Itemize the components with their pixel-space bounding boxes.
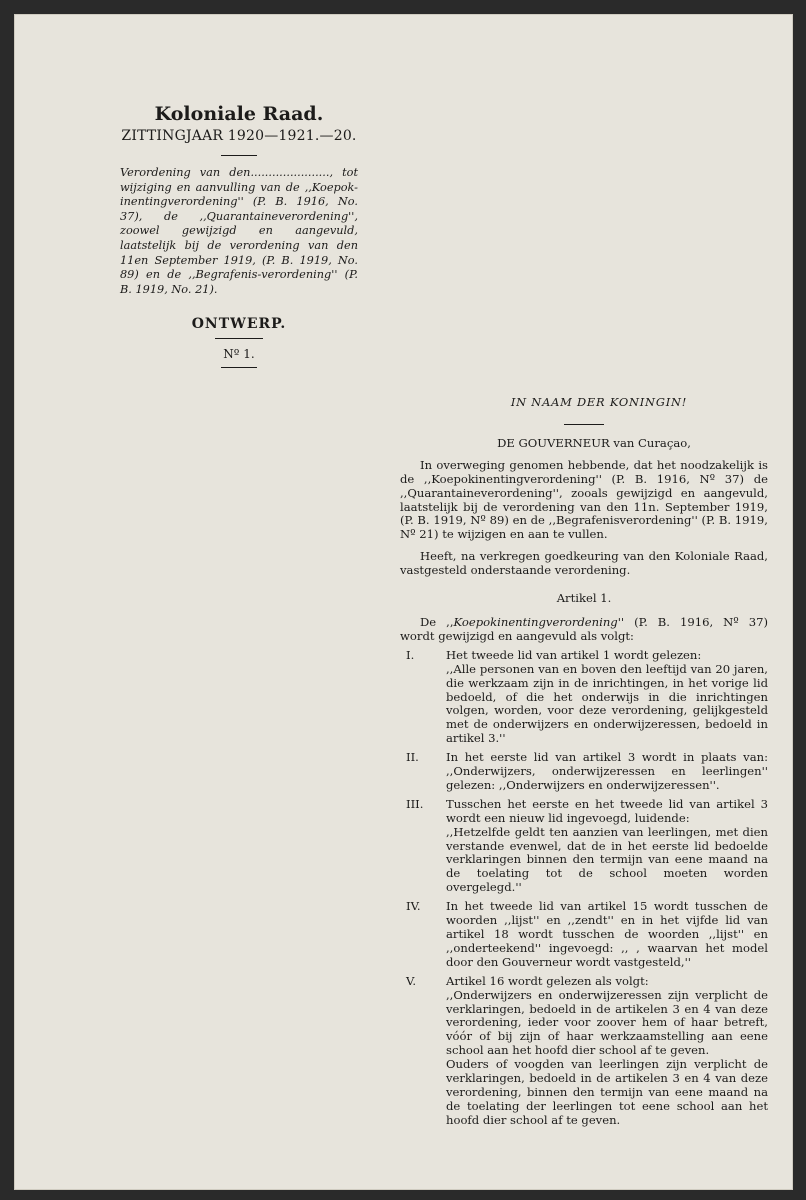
amendment-item: [400, 900, 768, 970]
amendment-item: [400, 975, 768, 1128]
header-block: [114, 102, 364, 368]
amendment-list: [400, 649, 768, 1128]
divider: [564, 424, 604, 425]
document-page: [14, 14, 793, 1190]
amendment-numeral: II.: [406, 750, 419, 765]
preamble-text: Verordening van den......................, tot wijziging en aanvulling van de ,,Koepok-inentingverordening'' (P. B. 1916, No. 37), de ,,Quarantaineverordening'', zoowel gewijzigd en aangevuld, laatstelijk bij de verordening van den 11en September 1919, (P. B. 1919, No. 89) en de ,,Begrafenis-verordening'' (P. B. 1919, No. 21).: [120, 166, 358, 296]
amendment-item: [400, 649, 768, 746]
intro-prefix: De ,,: [420, 614, 454, 629]
council-title: Koloniale Raad.: [154, 103, 324, 125]
amendment-item: [400, 798, 768, 895]
approval-paragraph: Heeft, na verkregen goedkeuring van den Koloniale Raad, vastgesteld onderstaande verordening.: [400, 549, 768, 578]
amendment-text: [446, 975, 768, 1128]
gouverneur-heading: DE GOUVERNEUR van Curaçao,: [497, 435, 691, 450]
in-naam-heading: IN NAAM DER KONINGIN!: [510, 395, 688, 409]
amendment-line: ,,Onderwijzers en onderwijzeressen zijn verplicht de verklaringen, bedoeld in de artikelen 3 en 4 van deze verordening, ieder voor zoover hem of haar betreft, vóór of bij zijn of haar werkzaamstelling aan eene school aan het hoofd dier school af te geven.: [446, 987, 768, 1058]
divider: [215, 338, 263, 339]
draft-label: ONTWERP.: [191, 316, 287, 333]
amendment-item: [400, 751, 768, 793]
amendment-line: ,,Alle personen van en boven den leeftijd van 20 jaren, die werkzaam zijn in de inrichtingen, in het vorige lid bedoeld, of die het onderwijs in die inrichtingen volgen, worden, voor deze verordening, gelijkgesteld met de onderwijzers en onderwijzeressen, bedoeld in artikel 3.'': [446, 661, 768, 746]
considerations-paragraph: In overweging genomen hebbende, dat het noodzakelijk is de ,,Koepokinentingverordening'' (P. B. 1916, Nº 37) de ,,Quarantaineverordening'', zooals gewijzigd en aangevuld, laatstelijk bij de verordening van den 11n. September 1919, (P. B. 1919, Nº 89) en de ,,Begrafenisverordening'' (P. B. 1919, Nº 21) te wijzigen en aan te vullen.: [400, 457, 768, 542]
amendment-numeral: V.: [406, 973, 417, 988]
amendment-line: Ouders of voogden van leerlingen zijn verplicht de verklaringen, bedoeld in de artikelen 3 en 4 van deze verordening, binnen den termijn van eene maand na de toelating der leerlingen tot eene school aan het hoofd dier school af te geven.: [446, 1057, 768, 1127]
amendment-numeral: III.: [406, 796, 424, 811]
amendment-line: Het tweede lid van artikel 1 wordt gelezen:: [446, 647, 702, 662]
amendment-numeral: I.: [406, 647, 415, 662]
amendment-text: [446, 649, 768, 746]
amendment-numeral: IV.: [406, 899, 421, 914]
intro-italic: Koepokinentingverordening: [453, 614, 618, 629]
amendment-line: Artikel 16 wordt gelezen als volgt:: [446, 973, 649, 988]
divider: [221, 155, 257, 156]
document-number: Nº 1.: [223, 347, 255, 362]
amendment-line: ,,Hetzelfde geldt ten aanzien van leerlingen, met dien verstande evenwel, dat de in het eerste lid bedoelde verklaringen binnen den termijn van eene maand na de toelating tot de school moeten worden overgelegd.'': [446, 824, 768, 895]
amendment-text: [446, 900, 768, 970]
amendment-line: In het tweede lid van artikel 15 wordt tusschen de woorden ,,lijst'' en ,,zendt'' en in het vijfde lid van artikel 18 wordt tusschen de woorden ,,lijst'' en ,,onderteekend'' ingevoegd: ,, , waarvan het model door den Gouverneur wordt vastgesteld,'': [446, 899, 768, 969]
article-intro: [400, 616, 768, 644]
amendment-text: [446, 751, 768, 793]
session-year: ZITTINGJAAR 1920—1921.—20.: [121, 128, 357, 144]
article-heading: Artikel 1.: [556, 591, 612, 606]
main-text: [400, 396, 768, 1128]
amendment-text: [446, 798, 768, 895]
amendment-line: In het eerste lid van artikel 3 wordt in plaats van: ,,Onderwijzers, onderwijzeressen en leerlingen'' gelezen: ,,Onderwijzers en onderwijzeressen''.: [446, 750, 768, 792]
divider: [221, 367, 257, 368]
amendment-line: Tusschen het eerste en het tweede lid van artikel 3 wordt een nieuw lid ingevoegd, luidende:: [446, 796, 768, 825]
intro-suffix: '' (P. B. 1916, Nº 37) wordt gewijzigd en aangevuld als volgt:: [400, 614, 768, 643]
